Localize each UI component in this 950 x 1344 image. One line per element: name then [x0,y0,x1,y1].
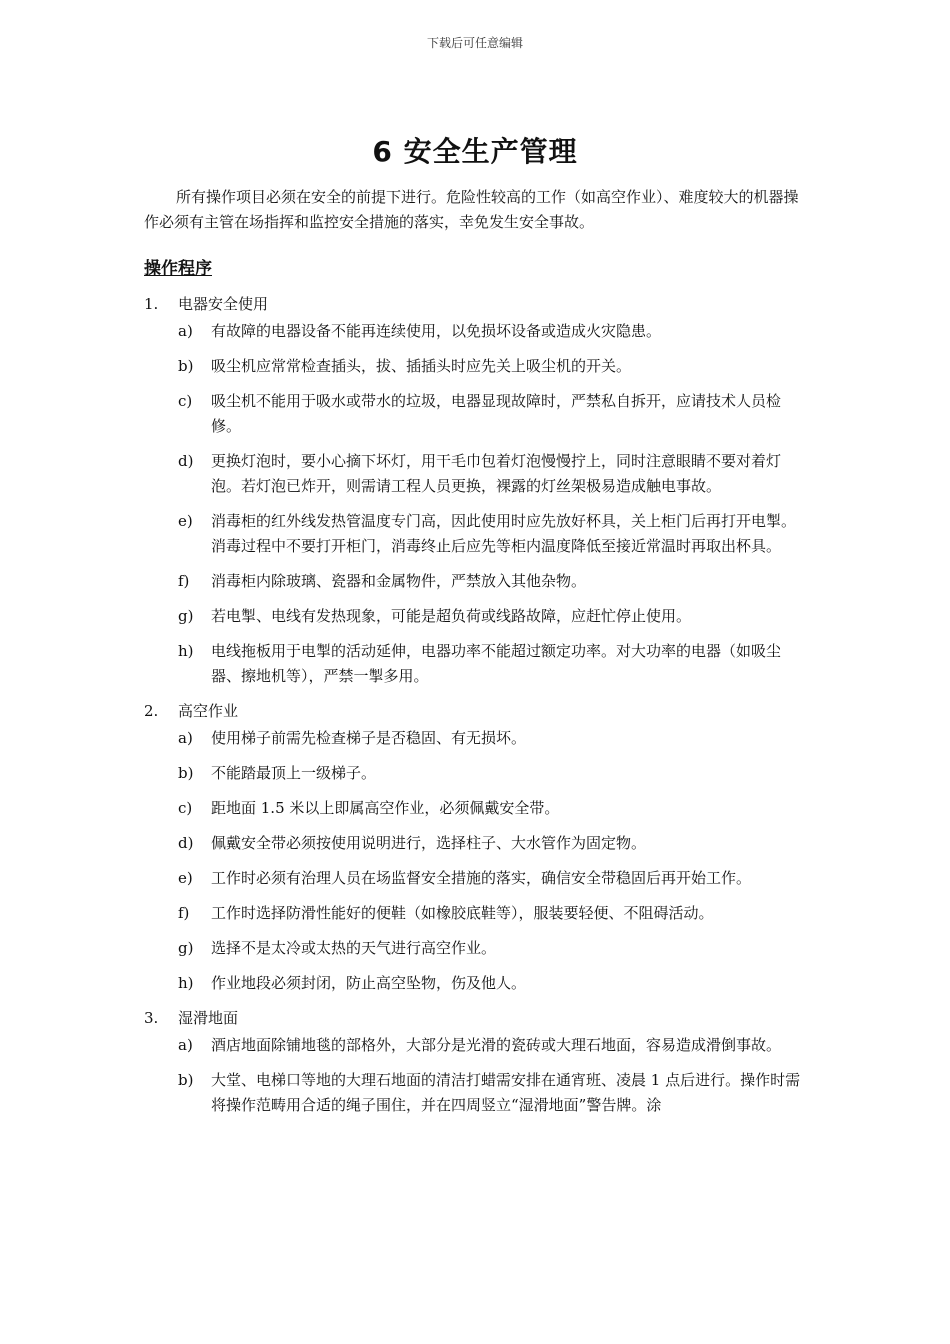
list-item [144,569,808,594]
list-item-letter: b) [178,1071,194,1089]
list-item-letter: b) [178,357,194,375]
list-item-text: 有故障的电器设备不能再连续使用，以免损坏设备或造成火灾隐患。 [211,322,662,340]
section-heading: 操作程序 [144,259,212,279]
document-body [144,185,808,1128]
group-number: 2. [144,702,159,720]
list-item [144,354,808,379]
list-item-text: 工作时必须有治理人员在场监督安全措施的落实，确信安全带稳固后再开始工作。 [211,869,752,887]
list-item [144,936,808,961]
list-item-letter: b) [178,764,194,782]
list-item-text: 佩戴安全带必须按使用说明进行，选择柱子、大水管作为固定物。 [211,834,647,852]
list-item [144,509,808,559]
list-item-text: 使用梯子前需先检查梯子是否稳固、有无损坏。 [211,729,527,747]
list-item [144,866,808,891]
list-item-text: 大堂、电梯口等地的大理石地面的清洁打蜡需安排在通宵班、凌晨 1 点后进行。操作时需将操作范畴用合适的绳子围住，并在四周竖立“湿滑地面”警告牌。涂 [211,1071,801,1114]
list-item-text: 工作时选择防滑性能好的便鞋（如橡胶底鞋等），服装要轻便、不阻碍活动。 [211,904,714,922]
list-item [144,901,808,926]
list-item-text: 电线拖板用于电掣的活动延伸，电器功率不能超过额定功率。对大功率的电器（如吸尘器、擦地机等），严禁一掣多用。 [211,642,782,685]
page-header: 下载后可任意编辑 [426,36,523,50]
list-item-letter: g) [178,607,194,625]
list-item-text: 作业地段必须封闭，防止高空坠物，伤及他人。 [211,974,527,992]
list-item [144,831,808,856]
list-item-text: 距地面 1.5 米以上即属高空作业，必须佩戴安全带。 [211,799,560,817]
list-item-text: 酒店地面除铺地毯的部格外，大部分是光滑的瓷砖或大理石地面，容易造成滑倒事故。 [211,1036,782,1054]
list-item-letter: e) [178,512,193,530]
list-item-text: 不能踏最顶上一级梯子。 [211,764,377,782]
intro-paragraph: 所有操作项目必须在安全的前提下进行。危险性较高的工作（如高空作业）、难度较大的机器操作必须有主管在场指挥和监控安全措施的落实，幸免发生安全事故。 [144,188,799,231]
procedure-group-heading [144,292,808,317]
list-item [144,971,808,996]
list-item [144,761,808,786]
list-item-letter: g) [178,939,194,957]
list-item-letter: f) [178,572,190,590]
procedure-group-heading [144,699,808,724]
group-title: 高空作业 [178,702,239,720]
list-item-letter: a) [178,1036,193,1054]
list-item-text: 消毒柜的红外线发热管温度专门高，因此使用时应先放好杯具，关上柜门后再打开电掣。消毒过程中不要打开柜门，消毒终止后应先等柜内温度降低至接近常温时再取出杯具。 [211,512,797,555]
list-item-letter: h) [178,974,194,992]
list-item [144,1068,808,1118]
list-item-letter: e) [178,869,193,887]
list-item [144,1033,808,1058]
list-item-letter: h) [178,642,194,660]
page-title: 6 安全生产管理 [372,135,578,168]
list-item-letter: d) [178,834,194,852]
list-item [144,726,808,751]
list-item-text: 更换灯泡时，要小心摘下坏灯，用干毛巾包着灯泡慢慢拧上，同时注意眼睛不要对着灯泡。若灯泡已炸开，则需请工程人员更换，裸露的灯丝架极易造成触电事故。 [211,452,782,495]
list-item [144,389,808,439]
group-number: 3. [144,1009,159,1027]
list-item-letter: d) [178,452,194,470]
list-item-letter: f) [178,904,190,922]
list-item [144,796,808,821]
list-item [144,604,808,629]
group-number: 1. [144,295,159,313]
list-item-letter: c) [178,392,193,410]
list-item-letter: a) [178,322,193,340]
list-item [144,449,808,499]
list-item-letter: a) [178,729,193,747]
group-title: 电器安全使用 [178,295,269,313]
list-item [144,639,808,689]
procedure-group [144,1006,808,1118]
list-item [144,319,808,344]
procedure-group [144,699,808,996]
procedure-list [144,292,808,1118]
list-item-text: 若电掣、电线有发热现象，可能是超负荷或线路故障，应赶忙停止使用。 [211,607,692,625]
list-item-text: 吸尘机应常常检查插头，拔、插插头时应先关上吸尘机的开关。 [211,357,632,375]
procedure-group-heading [144,1006,808,1031]
list-item-text: 吸尘机不能用于吸水或带水的垃圾，电器显现故障时，严禁私自拆开，应请技术人员检修。 [211,392,782,435]
group-title: 湿滑地面 [178,1009,239,1027]
list-item-text: 选择不是太冷或太热的天气进行高空作业。 [211,939,497,957]
procedure-group [144,292,808,689]
list-item-letter: c) [178,799,193,817]
list-item-text: 消毒柜内除玻璃、瓷器和金属物件，严禁放入其他杂物。 [211,572,587,590]
